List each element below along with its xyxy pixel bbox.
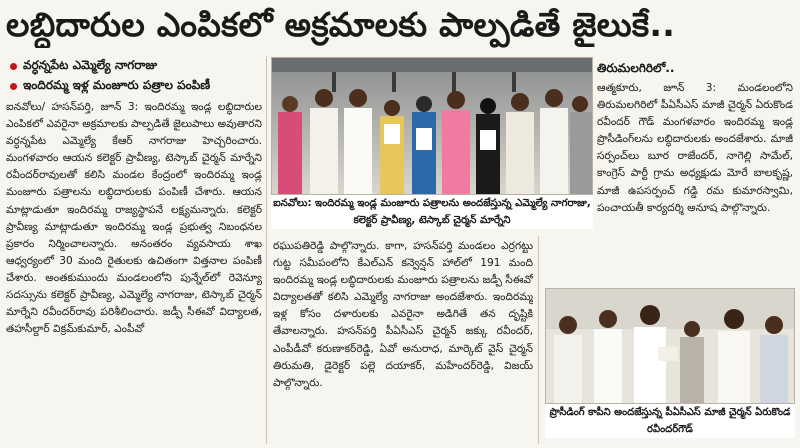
center-photo-caption: ఐనవోలు: ఇందిరమ్మ ఇండ్ల మంజూరు పత్రాలను అందజేస్తున్న ఎమ్మెల్యే నాగరాజు, కలెక్టర్ ప్రావీణ్య, టెస్కాబ్ చైర్మన్ మార్నేని — [271, 195, 593, 229]
handover-photo-image — [546, 289, 794, 403]
left-column — [6, 56, 262, 444]
right-photo — [545, 288, 795, 404]
center-column — [273, 238, 533, 444]
bullet-dot-icon — [10, 63, 17, 70]
column-divider — [266, 56, 267, 444]
column-divider — [538, 236, 539, 444]
bullet-item: ఇందిరమ్మ ఇళ్ల మంజూరు పత్రాల పంపిణీ — [6, 76, 262, 96]
right-column — [597, 60, 793, 236]
bullet-dot-icon — [10, 83, 17, 90]
right-photo-caption: ప్రొసీడింగ్ కాపీని అందజేస్తున్న పీఏసీఎస్ మాజీ చైర్మన్ ఏరుకొండ రవీందర్‌గౌడ్ — [545, 404, 795, 438]
right-subhead: తిరుమలగిరిలో.. — [597, 61, 675, 75]
headline: లబ్ధిదారుల ఎంపికలో అక్రమాలకు పాల్పడితే జైలుకే.. — [6, 5, 676, 44]
group-photo-image — [272, 58, 592, 194]
center-photo — [271, 57, 593, 195]
center-body-text: రఘుపతిరెడ్డి పాల్గొన్నారు. కాగా, హసన్‌పర్తి మండలం ఎర్రగట్టు గుట్ట సమీపంలోని కేఎల్ఎన్ కన్వెన్షన్ హాల్‌లో 191 మంది ఇందిరమ్మ ఇండ్ల లబ్ధిదారులకు మంజూరు పత్రాలను జడ్పీ సీఈవో విద్యాలతతో కలిసి ఎమ్మెల్యే నాగరాజు అందజేశారు. ఇందిరమ్మ ఇళ్ల కోసం దళారులకు ఎవరైనా అడిగితే తన దృష్టికి తేవాలన్నారు. హసన్‌పర్తి పీఏసీఎస్ చైర్మన్ జక్కు రవీందర్, ఎంపీడీవో కరుణాకర్‌రెడ్డి, ఏవో అనురాధ, మార్కెట్ వైస్ చైర్మన్ తిరుమతి, డైరెక్టర్ పల్లె దయాకర్, మహేందర్‌రెడ్డి, విజయ్ పాల్గొన్నారు. — [273, 240, 533, 389]
left-body-text: ఐనవోలు/ హసన్‌పర్తి, జూన్ 3: ఇందిరమ్మ ఇండ్ల లబ్ధిదారుల ఎంపికలో ఎవరైనా అక్రమాలకు పాల్పడితే జైలుపాలు అవుతారని వర్ధన్నపేట ఎమ్మెల్యే కేఆర్ నాగరాజు హెచ్చరించారు. మంగళవారం ఆయన కలెక్టర్ ప్రావీణ్య, టెస్కాబ్ చైర్మన్ మార్నేని రవీందర్‌రావులతో కలిసి మండల కేంద్రంలో ఇందిరమ్మ ఇండ్ల మంజూరు పత్రాలను లబ్ధిదారులకు పంపిణీ చేశారు. ఆయన మాట్లాడుతూ ఇందిరమ్మ రాజ్యస్థాపనే లక్ష్యమన్నారు. కలెక్టర్ ప్రావీణ్య మాట్లాడుతూ ఇందిరమ్మ ఇండ్ల ప్రభుత్వ నిబంధనల ప్రకారం నిర్మించాలన్నారు. అనంతరం వ్యవసాయ శాఖ ఆధ్వర్యంలో 30 మంది రైతులకు ఉచితంగా విత్తనాల పంపిణీ చేశారు. అంతకుముందు మండలంలోని పున్నేల్‌లో రెవెన్యూ సదస్సును కలెక్టర్ ప్రావీణ్య, ఎమ్మెల్యే నాగరాజు, టెస్కాబ్ చైర్మన్ మార్నేని రవీందర్‌రావు పరిశీలించారు. జడ్పీ సీఈవో విద్యాలత, తహసీల్దార్ విక్రమ్‌కుమార్, ఎంపీవో — [6, 101, 262, 336]
bullet-item: వర్ధన్నపేట ఎమ్మెల్యే నాగరాజు — [6, 56, 262, 76]
right-body-text: ఆత్మకూరు, జూన్ 3: మండలంలోని తిరుమలగిరిలో పీఏసీఎస్ మాజీ చైర్మన్ ఏరుకొండ రవీందర్ గౌడ్ మంగళవారం ఇందిరమ్మ ఇండ్ల ప్రొసీడింగ్‌లను లబ్ధిదారులకు అందజేశారు. మాజీ సర్పంచ్‌లు బూర రాజేందర్, నాగెల్లి సామేల్, కాంగ్రెస్ పార్టీ గ్రామ అధ్యక్షుడు మోరే బాలకృష్ణ, మాజీ ఉపసర్పంచ్ గడ్డి రమ కుమారస్వామి, పంచాయతీ కార్యదర్శి అనూష పాల్గొన్నారు. — [597, 82, 793, 214]
